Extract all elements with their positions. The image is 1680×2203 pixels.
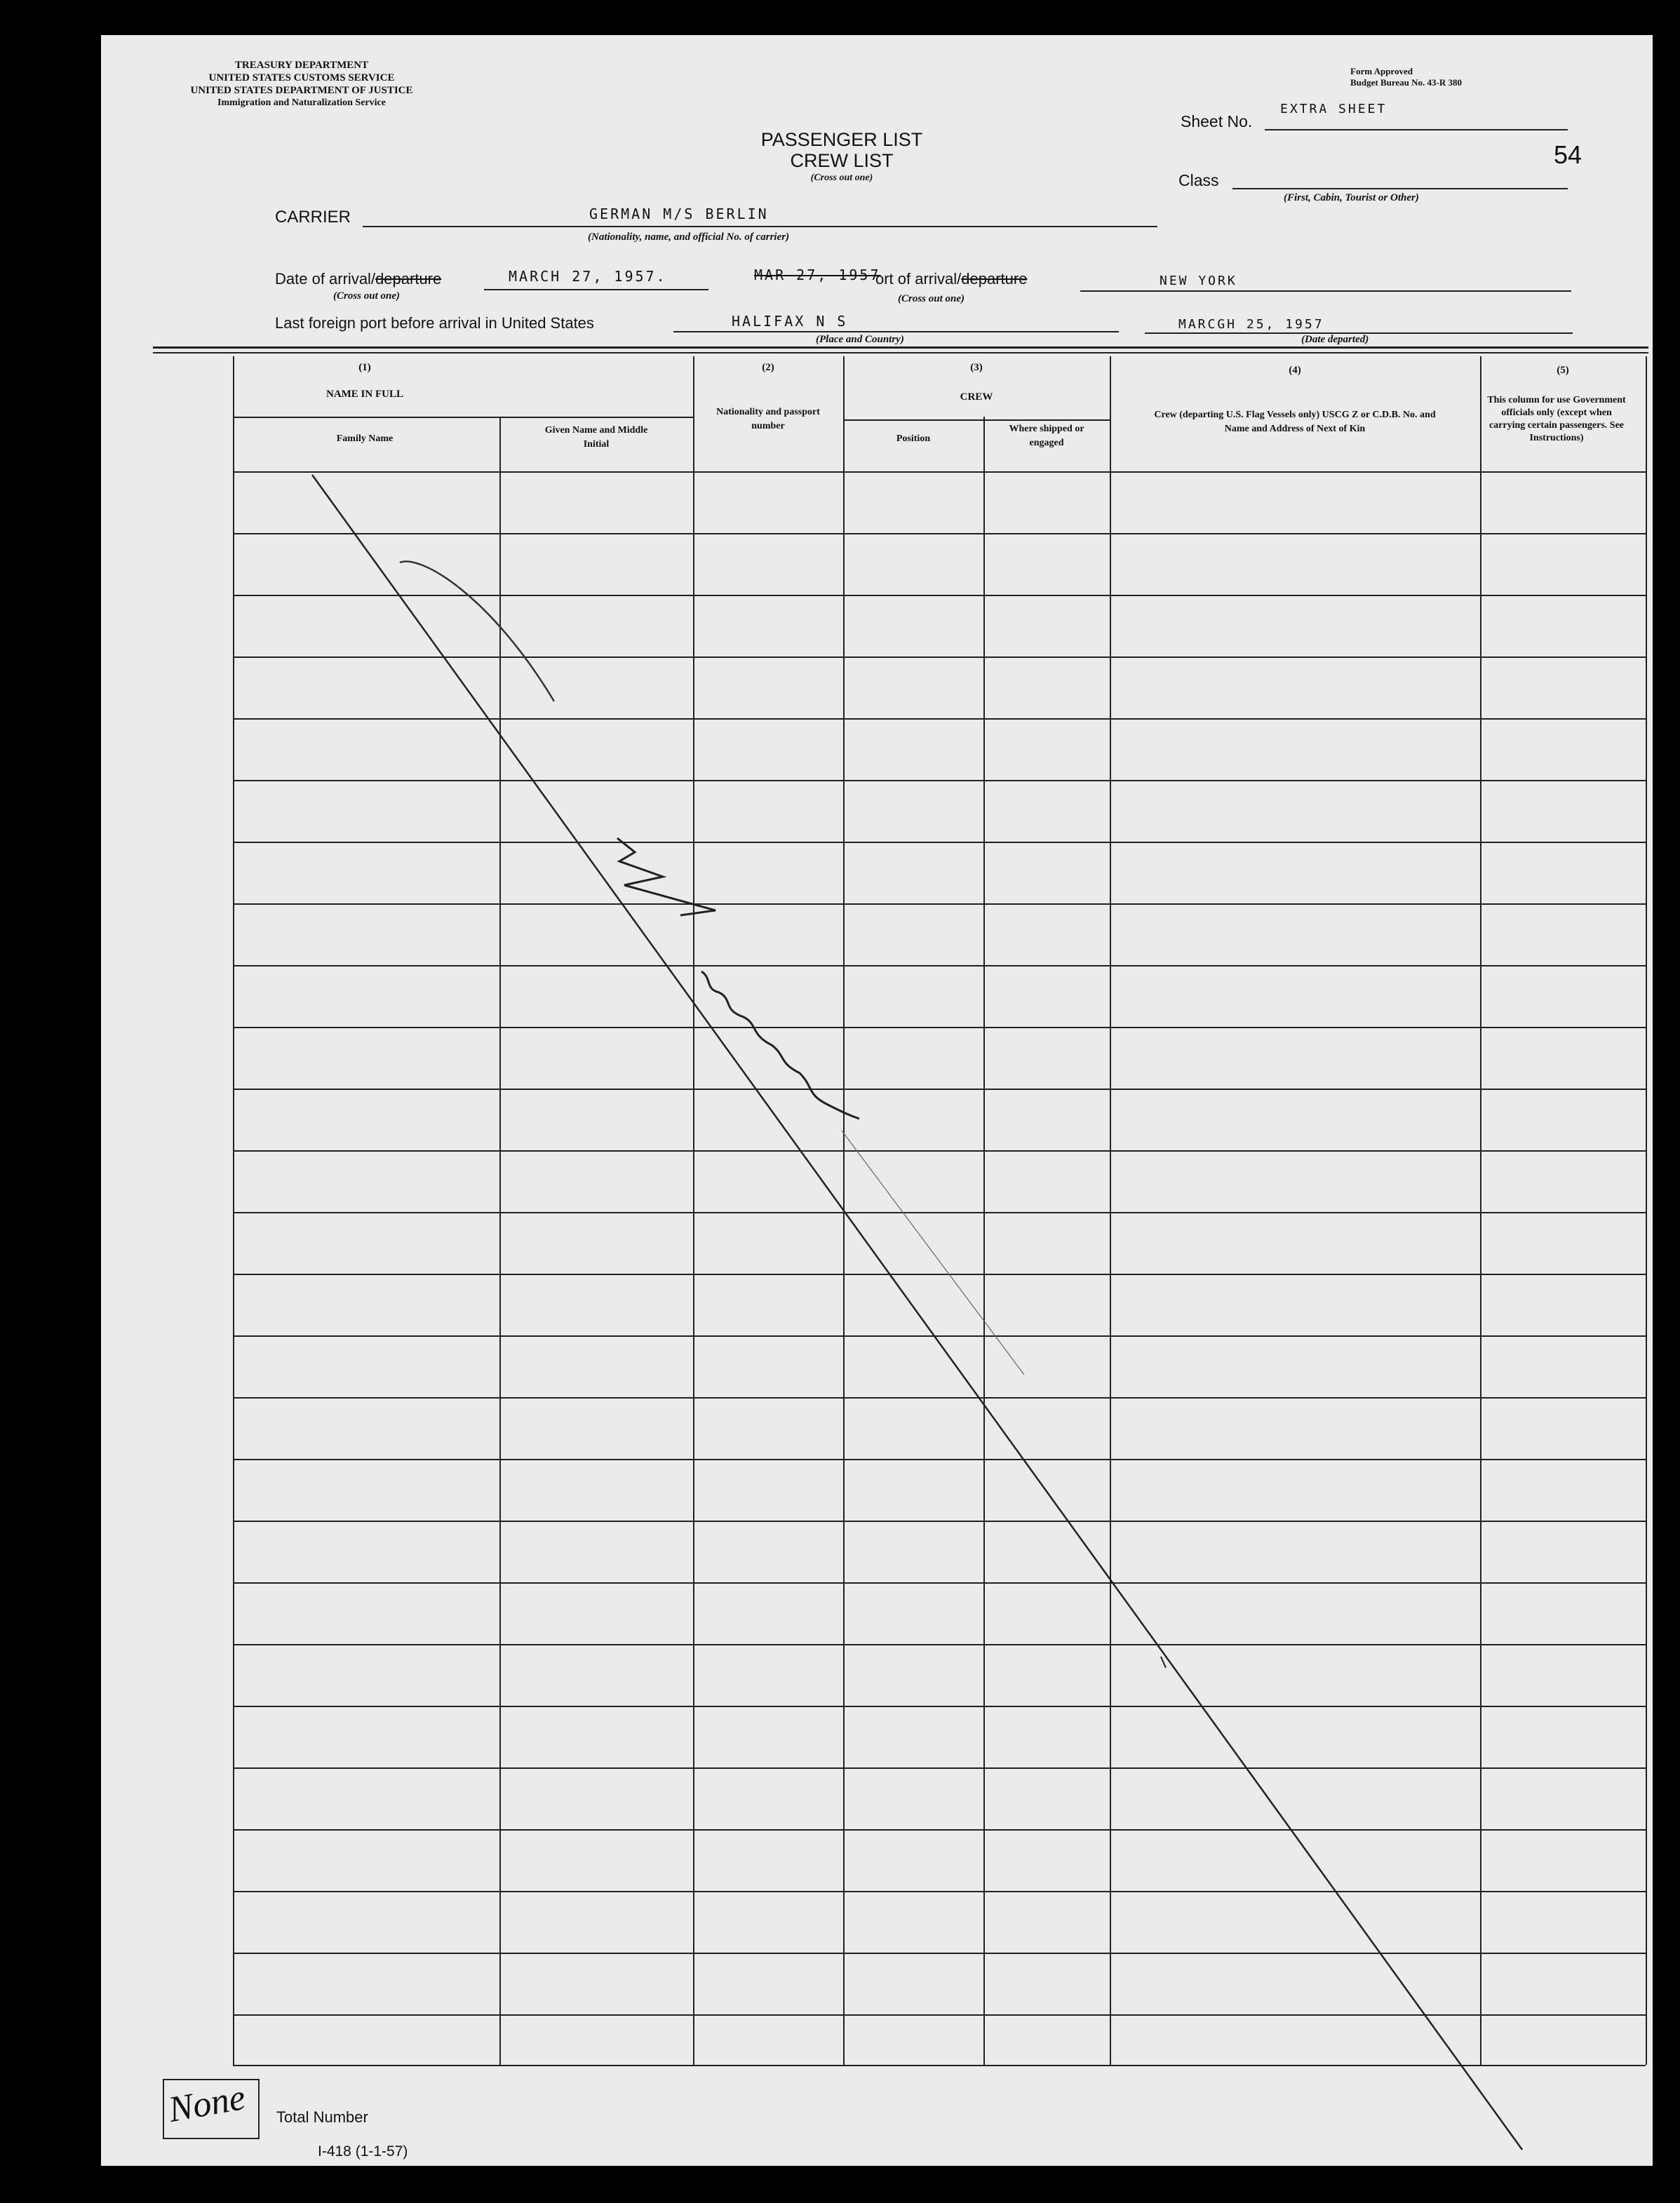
col5-number: (5) — [1557, 365, 1569, 376]
carrier-label: CARRIER — [275, 208, 351, 227]
carrier-note: (Nationality, name, and official No. of carrier) — [588, 231, 790, 243]
form-code: I-418 (1-1-57) — [318, 2143, 408, 2160]
sheet-no-label: Sheet No. — [1181, 112, 1253, 130]
date-departed-value: MARCGH 25, 1957 — [1178, 317, 1324, 332]
col4-number: (4) — [1289, 365, 1301, 376]
port-value: NEW YORK — [1160, 274, 1237, 288]
port-label-struck: departure — [961, 270, 1028, 288]
title-crew: CREW LIST — [790, 150, 894, 171]
col2-title: Nationality and passport number — [716, 407, 820, 431]
col5-title: This column for use Government officials only (except when carrying certain passengers. See Instructions) — [1487, 395, 1626, 443]
port-label-prefix: ort of arrival/ — [875, 270, 962, 288]
total-label: Total Number — [276, 2108, 368, 2126]
port-note: (Cross out one) — [898, 293, 965, 304]
col4-title: Crew (departing U.S. Flag Vessels only) USCG Z or C.D.B. No. and Name and Address of Next of Kin — [1154, 410, 1436, 434]
carrier-value: GERMAN M/S BERLIN — [589, 206, 769, 222]
page-number: 54 — [1554, 140, 1582, 169]
col1b-given-name: Given Name and Middle Initial — [544, 425, 648, 450]
last-port-value: HALIFAX N S — [732, 313, 848, 330]
col1a-family-name: Family Name — [336, 433, 394, 444]
title-note: (Cross out one) — [810, 173, 873, 183]
agency-line: TREASURY DEPARTMENT — [234, 60, 369, 71]
sheet-no-value: EXTRA SHEET — [1280, 102, 1387, 116]
date-label-struck: departure — [375, 270, 442, 288]
date-value-struck: MAR 27, 1957 — [754, 267, 881, 283]
col2-number: (2) — [762, 362, 774, 373]
col1-title: NAME IN FULL — [325, 389, 403, 400]
col3-number: (3) — [970, 362, 983, 373]
col3b-where-shipped: Where shipped or engaged — [1009, 424, 1084, 448]
date-note: (Cross out one) — [333, 290, 401, 302]
form-approved-line: Budget Bureau No. 43-R 380 — [1350, 77, 1463, 88]
agency-line: UNITED STATES CUSTOMS SERVICE — [208, 72, 395, 83]
form-approved-line: Form Approved — [1350, 66, 1413, 76]
col3a-position: Position — [896, 433, 931, 444]
date-label-prefix: Date of arrival/ — [275, 270, 376, 288]
last-port-label: Last foreign port before arrival in United States — [275, 314, 594, 332]
total-value: None — [165, 2077, 248, 2131]
date-value: MARCH 27, 1957. — [509, 268, 667, 285]
col3-title: CREW — [960, 391, 993, 403]
title-passenger: PASSENGER LIST — [760, 129, 923, 150]
class-label: Class — [1178, 171, 1219, 189]
last-port-note: (Place and Country) — [816, 334, 904, 345]
col1-number: (1) — [358, 362, 371, 373]
date-departed-note: (Date departed) — [1301, 334, 1369, 345]
agency-line: Immigration and Naturalization Service — [217, 97, 386, 108]
agency-line: UNITED STATES DEPARTMENT OF JUSTICE — [190, 85, 413, 96]
class-note: (First, Cabin, Tourist or Other) — [1284, 192, 1419, 203]
